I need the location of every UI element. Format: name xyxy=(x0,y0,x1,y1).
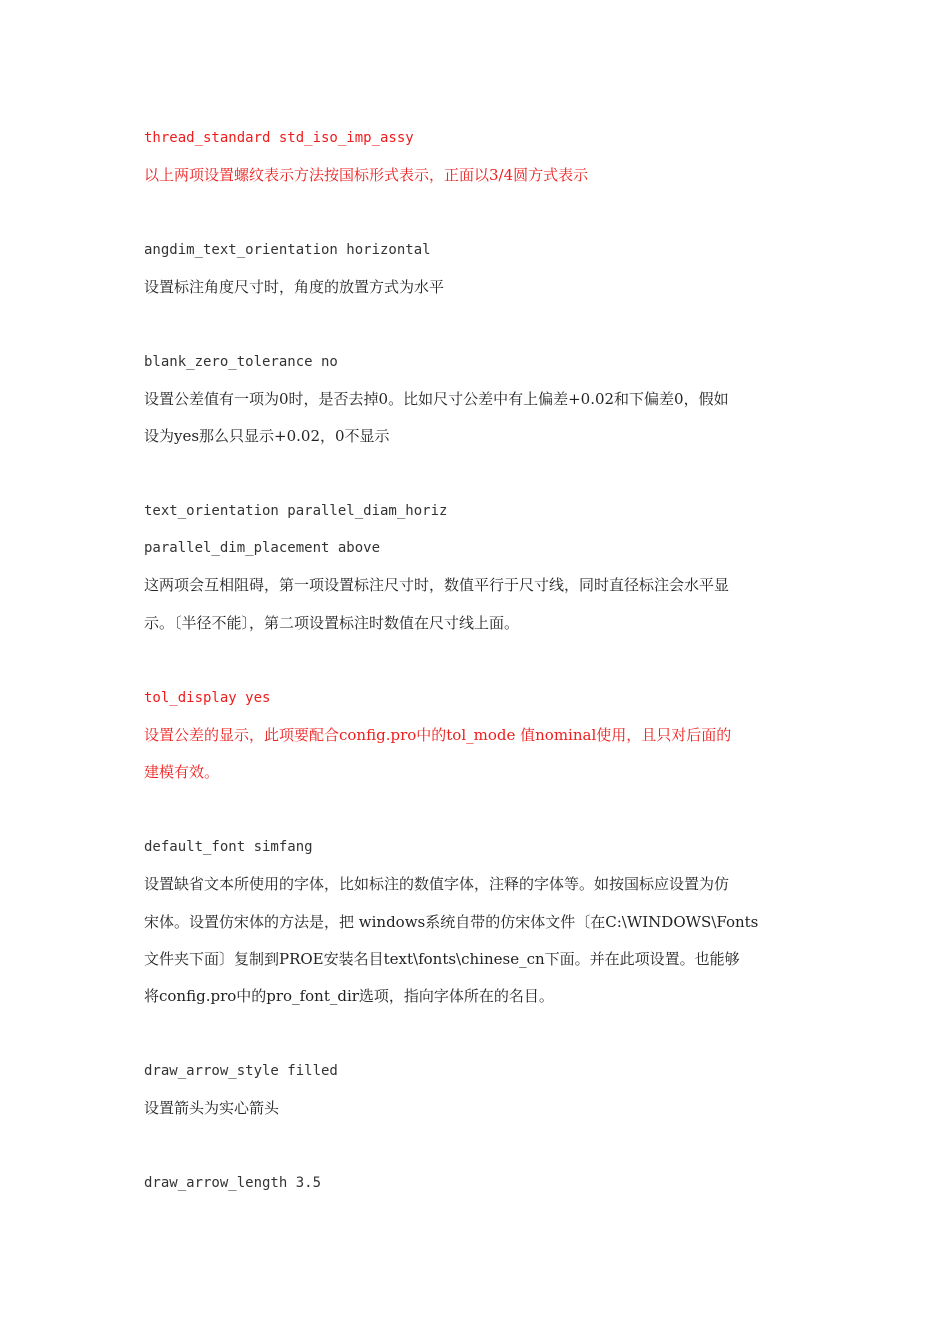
config-option-default-font: default_font simfang xyxy=(144,839,313,855)
description-default-font-line-3: 文件夹下面〕复制到PROE安装名目text\fonts\chinese_cn下面。并在此项设置。也能够 xyxy=(144,950,740,968)
description-tol-display-line-2: 建模有效。 xyxy=(144,763,220,781)
description-default-font-line-2: 宋体。设置仿宋体的方法是，把 windows系统自带的仿宋体文件〔在C:\WINDOWS\Fonts xyxy=(144,913,759,931)
config-option-text-orientation: text_orientation parallel_diam_horiz xyxy=(144,503,448,519)
config-option-angdim-text-orientation: angdim_text_orientation horizontal xyxy=(144,242,431,258)
description-tol-display-line-1: 设置公差的显示，此项要配合config.pro中的tol_mode 值nominal使用，且只对后面的 xyxy=(144,726,732,744)
description-blank-zero-tolerance-line-1: 设置公差值有一项为0时，是否去掉0。比如尺寸公差中有上偏差+0.02和下偏差0，假如 xyxy=(144,390,729,408)
config-option-draw-arrow-length: draw_arrow_length 3.5 xyxy=(144,1175,322,1191)
config-option-thread-standard: thread_standard std_iso_imp_assy xyxy=(144,130,414,146)
description-thread-standard: 以上两项设置螺纹表示方法按国标形式表示，正面以3/4圆方式表示 xyxy=(144,166,589,184)
description-angdim-text-orientation: 设置标注角度尺寸时，角度的放置方式为水平 xyxy=(144,278,445,296)
config-option-draw-arrow-style: draw_arrow_style filled xyxy=(144,1063,338,1079)
config-option-parallel-dim-placement: parallel_dim_placement above xyxy=(144,540,381,556)
config-option-blank-zero-tolerance: blank_zero_tolerance no xyxy=(144,354,338,370)
description-blank-zero-tolerance-line-2: 设为yes那么只显示+0.02，0不显示 xyxy=(144,427,390,445)
description-text-orientation-line-1: 这两项会互相阻碍，第一项设置标注尺寸时，数值平行于尺寸线，同时直径标注会水平显 xyxy=(144,576,730,594)
description-default-font-line-4: 将config.pro中的pro_font_dir选项，指向字体所在的名目。 xyxy=(144,987,554,1005)
description-draw-arrow-style: 设置箭头为实心箭头 xyxy=(144,1099,280,1117)
config-option-tol-display: tol_display yes xyxy=(144,690,271,706)
description-text-orientation-line-2: 示。〔半径不能〕，第二项设置标注时数值在尺寸线上面。 xyxy=(144,614,520,632)
description-default-font-line-1: 设置缺省文本所使用的字体，比如标注的数值字体，注释的字体等。如按国标应设置为仿 xyxy=(144,875,730,893)
